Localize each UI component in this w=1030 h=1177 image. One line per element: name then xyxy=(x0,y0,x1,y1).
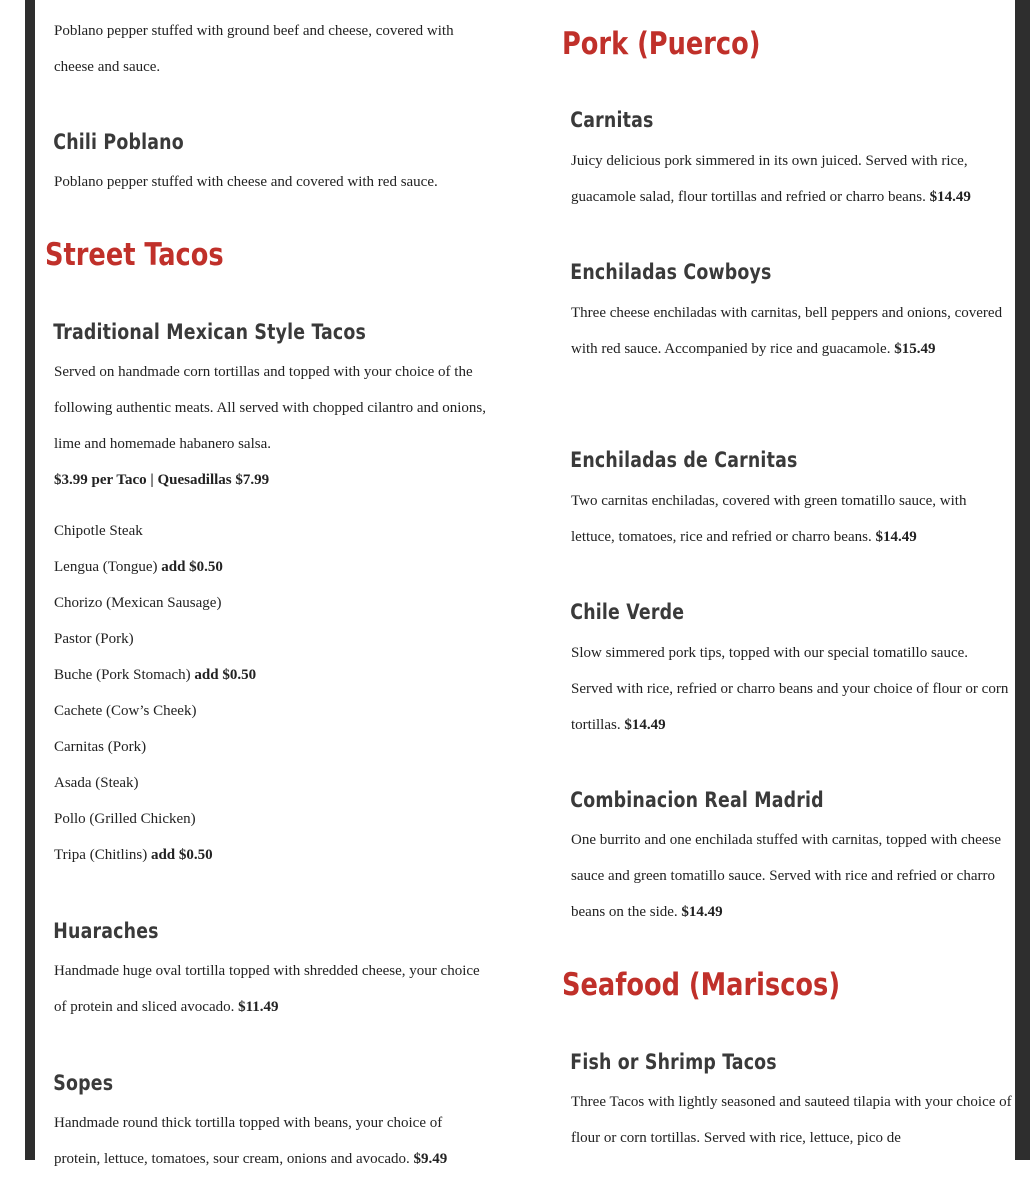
item-description: Two carnitas enchiladas, covered with green tomatillo sauce, with lettuce, tomatoes, rice and refried or charro beans. $14.49 xyxy=(571,493,967,545)
item-description: Served on handmade corn tortillas and topped with your choice of the following authentic meats. All served with chopped cilantro and onions, lime and homemade habanero salsa. xyxy=(54,364,486,452)
list-item: Buche (Pork Stomach) add $0.50 xyxy=(54,667,257,683)
item-description: Juicy delicious pork simmered in its own juiced. Served with rice, guacamole salad, flour tortillas and refried or charro beans. $14.49 xyxy=(571,153,971,205)
page-frame-left xyxy=(25,0,35,1160)
taco-price-line: $3.99 per Taco | Quesadillas $7.99 xyxy=(54,472,270,488)
item-title-chile-verde: Chile Verde xyxy=(570,600,685,624)
item-title-combinacion-real-madrid: Combinacion Real Madrid xyxy=(570,788,824,812)
item-title-sopes: Sopes xyxy=(53,1071,114,1095)
section-title-street-tacos: Street Tacos xyxy=(45,237,224,273)
item-description: Three cheese enchiladas with carnitas, bell peppers and onions, covered with red sauce. Accompanied by rice and guacamole. $15.49 xyxy=(571,305,1003,357)
list-item: Lengua (Tongue) add $0.50 xyxy=(54,559,223,575)
list-item: Chipotle Steak xyxy=(54,523,143,539)
item-title-enchiladas-cowboys: Enchiladas Cowboys xyxy=(570,260,772,284)
item-description: Poblano pepper stuffed with cheese and covered with red sauce. xyxy=(54,174,438,190)
item-description: Handmade round thick tortilla topped with beans, your choice of protein, lettuce, tomatoes, sour cream, onions and avocado. $9.49 xyxy=(54,1115,448,1167)
item-description: Poblano pepper stuffed with ground beef and cheese, covered with cheese and sauce. xyxy=(54,23,454,75)
list-item: Cachete (Cow’s Cheek) xyxy=(54,703,197,719)
item-title-enchiladas-de-carnitas: Enchiladas de Carnitas xyxy=(570,448,798,472)
page-frame-right xyxy=(1015,0,1030,1160)
item-description: One burrito and one enchilada stuffed with carnitas, topped with cheese sauce and green tomatillo sauce. Served with rice and refried or charro beans on the side. $14.49 xyxy=(571,832,1001,920)
item-title-traditional-tacos: Traditional Mexican Style Tacos xyxy=(53,320,367,344)
item-description: Handmade huge oval tortilla topped with shredded cheese, your choice of protein and sliced avocado. $11.49 xyxy=(54,963,480,1015)
section-title-pork: Pork (Puerco) xyxy=(562,26,761,62)
item-title-carnitas: Carnitas xyxy=(570,108,654,132)
list-item: Chorizo (Mexican Sausage) xyxy=(54,595,222,611)
list-item: Pollo (Grilled Chicken) xyxy=(54,811,196,827)
list-item: Tripa (Chitlins) add $0.50 xyxy=(54,847,213,863)
item-title-fish-shrimp-tacos: Fish or Shrimp Tacos xyxy=(570,1050,777,1074)
list-item: Asada (Steak) xyxy=(54,775,139,791)
item-description: Slow simmered pork tips, topped with our special tomatillo sauce. Served with rice, refried or charro beans and your choice of flour or corn tortillas. $14.49 xyxy=(571,645,1009,733)
item-title-chili-poblano: Chili Poblano xyxy=(53,130,184,154)
list-item: Carnitas (Pork) xyxy=(54,739,147,755)
item-description: Three Tacos with lightly seasoned and sauteed tilapia with your choice of flour or corn tortillas. Served with rice, lettuce, pico de xyxy=(571,1094,1012,1146)
list-item: Pastor (Pork) xyxy=(54,631,134,647)
menu-page xyxy=(35,0,1015,1167)
section-title-seafood: Seafood (Mariscos) xyxy=(562,967,841,1003)
taco-meat-list xyxy=(45,513,490,873)
item-title-huaraches: Huaraches xyxy=(53,919,159,943)
